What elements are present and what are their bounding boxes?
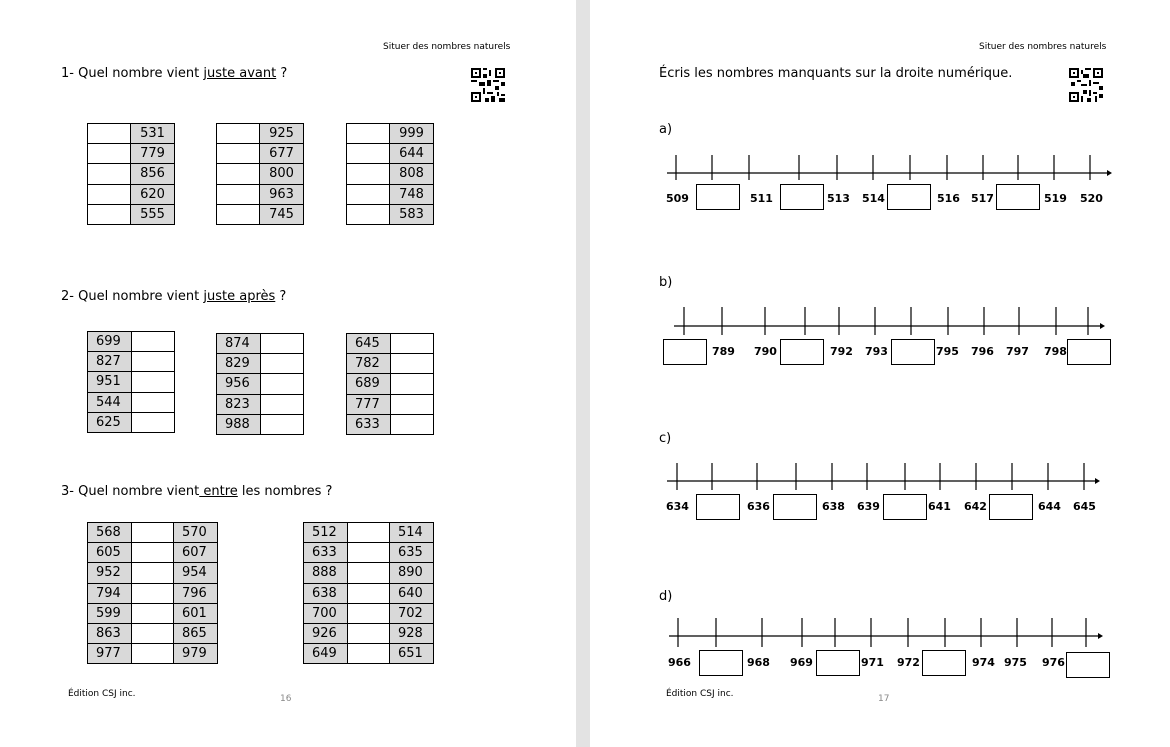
number-label: 511: [750, 192, 773, 205]
lower-number: 926: [304, 623, 348, 643]
upper-number: 865: [174, 623, 218, 643]
given-number: 808: [390, 164, 434, 184]
instruction-text: Écris les nombres manquants sur la droite numérique.: [659, 66, 1013, 81]
number-label: 789: [712, 345, 735, 358]
lower-number: 512: [304, 523, 348, 543]
upper-number: 796: [174, 583, 218, 603]
answer-cell[interactable]: [348, 644, 390, 664]
question-3-title: [61, 484, 332, 499]
answer-box[interactable]: [1067, 339, 1111, 365]
table-row: [347, 204, 434, 224]
answer-cell[interactable]: [132, 392, 175, 412]
number-line-a: [590, 140, 1170, 200]
answer-cell[interactable]: [132, 543, 174, 563]
answer-cell[interactable]: [217, 124, 260, 144]
answer-cell[interactable]: [217, 184, 260, 204]
page-gutter: [576, 0, 590, 747]
given-number: 963: [260, 184, 304, 204]
upper-number: 702: [390, 603, 434, 623]
question-1-prefix: 1- Quel nombre vient: [61, 66, 204, 81]
given-number: 633: [347, 414, 391, 434]
given-number: 925: [260, 124, 304, 144]
table-row: [217, 124, 304, 144]
answer-cell[interactable]: [348, 583, 390, 603]
lower-number: 633: [304, 543, 348, 563]
answer-box[interactable]: [780, 339, 824, 365]
table-row: [304, 523, 434, 543]
section-d-letter: d): [659, 589, 673, 604]
answer-box[interactable]: [773, 494, 817, 520]
given-number: 677: [260, 144, 304, 164]
answer-cell[interactable]: [132, 644, 174, 664]
question-1-underlined: juste avant: [203, 66, 277, 81]
upper-number: 651: [390, 644, 434, 664]
table-row: [88, 392, 175, 412]
table-row: [88, 184, 175, 204]
lower-number: 977: [88, 644, 132, 664]
given-number: 856: [131, 164, 175, 184]
given-number: 800: [260, 164, 304, 184]
table-row: [217, 374, 304, 394]
answer-cell[interactable]: [217, 164, 260, 184]
given-number: 779: [131, 144, 175, 164]
answer-cell[interactable]: [348, 523, 390, 543]
answer-cell[interactable]: [261, 414, 304, 434]
number-label: 796: [971, 345, 994, 358]
table-row: [347, 144, 434, 164]
table-row: [217, 164, 304, 184]
number-label: 634: [666, 500, 689, 513]
lower-number: 888: [304, 563, 348, 583]
answer-cell[interactable]: [261, 374, 304, 394]
answer-cell[interactable]: [347, 184, 390, 204]
answer-cell[interactable]: [88, 204, 131, 224]
worksheet-page-16: [0, 0, 576, 747]
table-row: [347, 124, 434, 144]
table-row: [88, 332, 175, 352]
question-1-title: [61, 66, 287, 81]
question-2-underlined: juste après: [203, 289, 276, 304]
table-row: [88, 412, 175, 432]
given-number: 531: [131, 124, 175, 144]
question-2-suffix: ?: [275, 289, 287, 304]
table-row: [217, 354, 304, 374]
given-number: 782: [347, 354, 391, 374]
upper-number: 607: [174, 543, 218, 563]
number-label: 974: [972, 656, 995, 669]
upper-number: 514: [390, 523, 434, 543]
answer-cell[interactable]: [347, 124, 390, 144]
question-3-suffix: les nombres ?: [237, 484, 333, 499]
lower-number: 952: [88, 563, 132, 583]
answer-cell[interactable]: [391, 394, 434, 414]
given-number: 544: [88, 392, 132, 412]
table-row: [88, 124, 175, 144]
answer-cell[interactable]: [132, 623, 174, 643]
answer-box[interactable]: [816, 650, 860, 676]
footer-edition: Édition CSJ inc.: [68, 689, 136, 699]
given-number: 644: [390, 144, 434, 164]
number-label: 641: [928, 500, 951, 513]
table-row: [347, 334, 434, 354]
given-number: 829: [217, 354, 261, 374]
question-3-underlined: entre: [199, 484, 238, 499]
table-row: [217, 394, 304, 414]
table-row: [304, 583, 434, 603]
q2-table-2: [216, 333, 304, 435]
number-label: 517: [971, 192, 994, 205]
section-c-letter: c): [659, 431, 672, 446]
upper-number: 979: [174, 644, 218, 664]
answer-cell[interactable]: [391, 334, 434, 354]
number-label: 516: [937, 192, 960, 205]
q1-table-1: [87, 123, 175, 225]
upper-number: 954: [174, 563, 218, 583]
answer-cell[interactable]: [347, 164, 390, 184]
answer-box[interactable]: [883, 494, 927, 520]
number-label: 971: [861, 656, 884, 669]
table-row: [88, 523, 218, 543]
table-row: [88, 352, 175, 372]
answer-box[interactable]: [922, 650, 966, 676]
question-2-prefix: 2- Quel nombre vient: [61, 289, 204, 304]
answer-cell[interactable]: [88, 144, 131, 164]
section-b-letter: b): [659, 275, 673, 290]
lower-number: 638: [304, 583, 348, 603]
number-label: 795: [936, 345, 959, 358]
number-label: 636: [747, 500, 770, 513]
answer-cell[interactable]: [391, 354, 434, 374]
given-number: 777: [347, 394, 391, 414]
q3-table-1: [87, 522, 218, 664]
q1-table-2: [216, 123, 304, 225]
number-label: 969: [790, 656, 813, 669]
answer-cell[interactable]: [88, 164, 131, 184]
given-number: 620: [131, 184, 175, 204]
number-label: 645: [1073, 500, 1096, 513]
page-header: Situer des nombres naturels: [383, 42, 511, 52]
answer-cell[interactable]: [261, 354, 304, 374]
question-3-prefix: 3- Quel nombre vient: [61, 484, 200, 499]
answer-cell[interactable]: [391, 374, 434, 394]
table-row: [347, 414, 434, 434]
answer-cell[interactable]: [132, 412, 175, 432]
footer-edition: Édition CSJ inc.: [666, 689, 734, 699]
question-1-suffix: ?: [276, 66, 288, 81]
answer-cell[interactable]: [88, 124, 131, 144]
number-label: 975: [1004, 656, 1027, 669]
answer-box[interactable]: [663, 339, 707, 365]
table-row: [88, 144, 175, 164]
answer-cell[interactable]: [348, 603, 390, 623]
table-row: [347, 394, 434, 414]
qr-code-icon: [1069, 68, 1103, 102]
answer-cell[interactable]: [391, 414, 434, 434]
answer-box[interactable]: [887, 184, 931, 210]
qr-code-icon: [471, 68, 505, 102]
given-number: 999: [390, 124, 434, 144]
number-label: 792: [830, 345, 853, 358]
given-number: 689: [347, 374, 391, 394]
answer-cell[interactable]: [132, 352, 175, 372]
answer-cell[interactable]: [261, 334, 304, 354]
upper-number: 890: [390, 563, 434, 583]
table-row: [217, 334, 304, 354]
table-row: [88, 543, 218, 563]
table-row: [88, 623, 218, 643]
table-row: [347, 374, 434, 394]
table-row: [88, 563, 218, 583]
answer-cell[interactable]: [217, 144, 260, 164]
number-label: 976: [1042, 656, 1065, 669]
worksheet-page-17: [590, 0, 1170, 747]
table-row: [347, 354, 434, 374]
number-label: 790: [754, 345, 777, 358]
answer-cell[interactable]: [132, 523, 174, 543]
lower-number: 863: [88, 623, 132, 643]
table-row: [304, 563, 434, 583]
answer-box[interactable]: [696, 184, 740, 210]
number-label: 509: [666, 192, 689, 205]
number-label: 966: [668, 656, 691, 669]
table-row: [304, 543, 434, 563]
lower-number: 599: [88, 603, 132, 623]
table-row: [347, 164, 434, 184]
table-row: [88, 372, 175, 392]
question-2-title: [61, 289, 286, 304]
q2-table-1: [87, 331, 175, 433]
number-label: 638: [822, 500, 845, 513]
number-label: 520: [1080, 192, 1103, 205]
number-label: 968: [747, 656, 770, 669]
table-row: [88, 204, 175, 224]
table-row: [88, 164, 175, 184]
given-number: 874: [217, 334, 261, 354]
given-number: 827: [88, 352, 132, 372]
upper-number: 601: [174, 603, 218, 623]
table-row: [88, 603, 218, 623]
given-number: 583: [390, 204, 434, 224]
answer-cell[interactable]: [348, 563, 390, 583]
answer-box[interactable]: [699, 650, 743, 676]
lower-number: 700: [304, 603, 348, 623]
answer-box[interactable]: [989, 494, 1033, 520]
given-number: 988: [217, 414, 261, 434]
upper-number: 640: [390, 583, 434, 603]
page-number: 17: [878, 694, 890, 704]
given-number: 699: [88, 332, 132, 352]
table-row: [217, 204, 304, 224]
answer-cell[interactable]: [132, 563, 174, 583]
answer-box[interactable]: [1066, 652, 1110, 678]
number-label: 644: [1038, 500, 1061, 513]
number-label: 798: [1044, 345, 1067, 358]
number-label: 513: [827, 192, 850, 205]
upper-number: 635: [390, 543, 434, 563]
table-row: [347, 184, 434, 204]
table-row: [217, 184, 304, 204]
given-number: 951: [88, 372, 132, 392]
given-number: 645: [347, 334, 391, 354]
q2-table-3: [346, 333, 434, 435]
given-number: 748: [390, 184, 434, 204]
table-row: [304, 603, 434, 623]
given-number: 625: [88, 412, 132, 432]
lower-number: 649: [304, 644, 348, 664]
answer-cell[interactable]: [347, 204, 390, 224]
answer-cell[interactable]: [132, 603, 174, 623]
given-number: 745: [260, 204, 304, 224]
number-label: 793: [865, 345, 888, 358]
answer-box[interactable]: [996, 184, 1040, 210]
answer-cell[interactable]: [132, 583, 174, 603]
table-row: [88, 644, 218, 664]
table-row: [217, 414, 304, 434]
table-row: [88, 583, 218, 603]
page-number: 16: [280, 694, 292, 704]
given-number: 555: [131, 204, 175, 224]
table-row: [304, 644, 434, 664]
answer-cell[interactable]: [217, 204, 260, 224]
table-row: [304, 623, 434, 643]
table-row: [217, 144, 304, 164]
number-label: 519: [1044, 192, 1067, 205]
answer-box[interactable]: [891, 339, 935, 365]
number-label: 972: [897, 656, 920, 669]
given-number: 823: [217, 394, 261, 414]
number-label: 642: [964, 500, 987, 513]
upper-number: 570: [174, 523, 218, 543]
page-header: Situer des nombres naturels: [979, 42, 1107, 52]
q3-table-2: [303, 522, 434, 664]
answer-cell[interactable]: [88, 184, 131, 204]
answer-cell[interactable]: [348, 623, 390, 643]
lower-number: 794: [88, 583, 132, 603]
lower-number: 568: [88, 523, 132, 543]
lower-number: 605: [88, 543, 132, 563]
number-label: 797: [1006, 345, 1029, 358]
answer-box[interactable]: [780, 184, 824, 210]
answer-cell[interactable]: [132, 372, 175, 392]
answer-cell[interactable]: [261, 394, 304, 414]
answer-cell[interactable]: [132, 332, 175, 352]
answer-box[interactable]: [696, 494, 740, 520]
upper-number: 928: [390, 623, 434, 643]
answer-cell[interactable]: [347, 144, 390, 164]
given-number: 956: [217, 374, 261, 394]
section-a-letter: a): [659, 122, 673, 137]
answer-cell[interactable]: [348, 543, 390, 563]
q1-table-3: [346, 123, 434, 225]
number-label: 514: [862, 192, 885, 205]
number-label: 639: [857, 500, 880, 513]
